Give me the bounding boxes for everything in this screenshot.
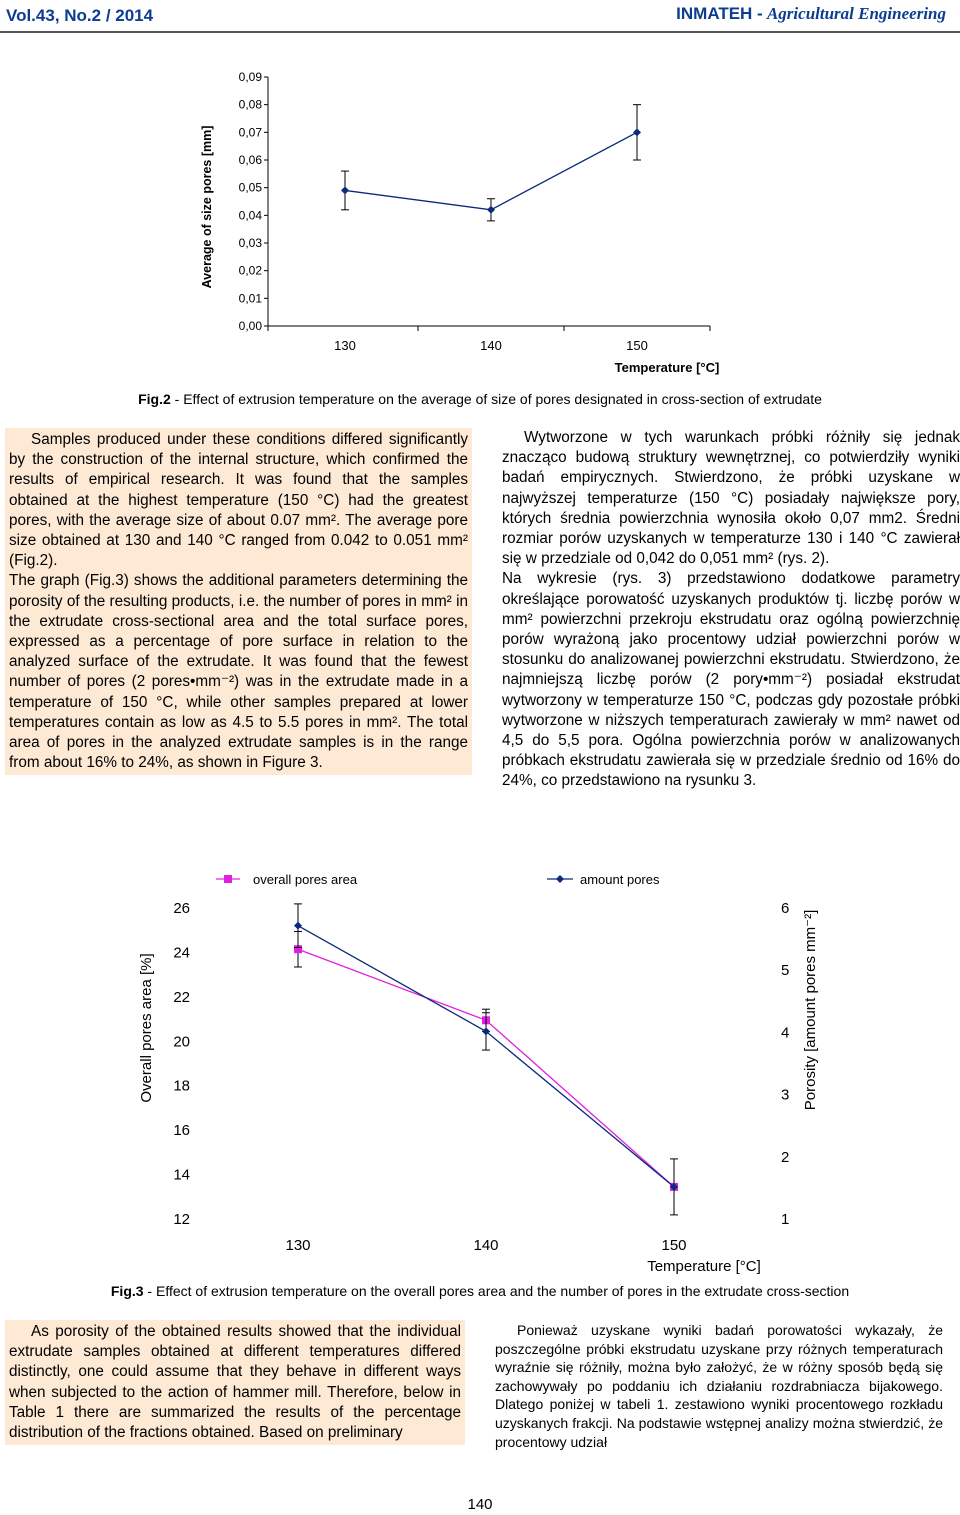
journal-name-agricultural: Agricultural Engineering bbox=[766, 4, 946, 23]
fig3-series-line-amount bbox=[298, 926, 674, 1187]
fig2-y-tick-label: 0,06 bbox=[238, 153, 262, 167]
fig2-caption bbox=[0, 391, 960, 407]
fig3-legend-marker-area bbox=[224, 875, 232, 883]
fig2-y-tick-label: 0,09 bbox=[238, 70, 262, 84]
fig3-right-tick-label: 2 bbox=[781, 1148, 790, 1166]
fig2-y-tick-label: 0,01 bbox=[238, 291, 262, 306]
fig3-x-tick-label: 150 bbox=[661, 1237, 687, 1254]
para2-polish bbox=[495, 1321, 943, 1451]
fig2-x-tick-label: 140 bbox=[480, 338, 502, 353]
fig3-legend-marker-amount bbox=[556, 875, 564, 883]
fig2-x-tick-label: 130 bbox=[334, 338, 356, 353]
fig3-left-tick-label: 26 bbox=[173, 900, 190, 917]
fig3-caption-text: - Effect of extrusion temperature on the overall pores area and the number of pores in the extrudate cross-section bbox=[143, 1283, 850, 1299]
fig2-y-tick-label: 0,02 bbox=[238, 263, 262, 278]
fig3-left-axis-label: Overall pores area [%] bbox=[138, 953, 155, 1103]
para2-english bbox=[5, 1320, 465, 1445]
fig3-caption-label: Fig.3 bbox=[110, 1283, 144, 1299]
fig2-y-tick-label: 0,05 bbox=[238, 180, 262, 195]
fig2-caption-text: - Effect of extrusion temperature on the average of size of pores designated in cross-section of extrudate bbox=[170, 391, 822, 407]
fig3-left-tick-label: 22 bbox=[173, 988, 190, 1006]
fig3-x-tick-label: 140 bbox=[473, 1237, 499, 1254]
journal-volume: Vol.43, No.2 / 2014 bbox=[6, 6, 154, 25]
fig2-chart bbox=[0, 0, 960, 390]
fig3-x-axis-label: Temperature [°C] bbox=[647, 1258, 761, 1275]
para1-english bbox=[5, 428, 472, 775]
fig3-left-tick-label: 14 bbox=[173, 1166, 190, 1184]
page-number: 140 bbox=[467, 1496, 493, 1513]
fig2-y-tick-label: 0,03 bbox=[238, 236, 262, 250]
fig3-right-tick-label: 4 bbox=[781, 1024, 790, 1042]
para2-en-text: As porosity of the obtained results showed that the individual extrudate samples obtained at different temperatures differed distinctly, one could assume that they behave in different ways when subjected to the action of hammer mill. Therefore, below in Table 1 there are summarized the results of the percentage distribution of the fractions obtained. Based on preliminary bbox=[9, 1323, 461, 1442]
fig2-y-tick-label: 0,04 bbox=[238, 208, 262, 223]
fig2-y-axis-label: Average of size pores [mm] bbox=[200, 125, 214, 289]
fig2-x-axis-label: Temperature [°C] bbox=[614, 360, 720, 375]
fig2-y-tick-label: 0,08 bbox=[238, 97, 262, 112]
fig3-chart bbox=[0, 860, 960, 1280]
fig3-right-tick-label: 6 bbox=[781, 900, 790, 917]
fig2-y-tick-label: 0,00 bbox=[238, 319, 262, 333]
fig3-left-tick-label: 18 bbox=[173, 1077, 190, 1095]
fig3-left-tick-label: 16 bbox=[173, 1122, 190, 1140]
fig3-left-tick-label: 12 bbox=[173, 1211, 190, 1228]
fig3-right-tick-label: 1 bbox=[781, 1211, 790, 1228]
para2-pl-text: Ponieważ uzyskane wyniki badań porowatości wykazały, że poszczególne próbki ekstrudatu uzyskane przy różnych temperaturach wyraźnie się różniły, można było założyć, że w różny sposób będą się zachowywały po poddaniu ich działaniu rozdrabniacza bijakowego. Dlatego poniżej w tabeli 1. zestawiono wyniki procentowego rozkładu uzyskanych frakcji. Na podstawie wstępnej analizy można stwierdzić, że procentowy udział bbox=[495, 1322, 943, 1450]
fig2-data-point bbox=[633, 128, 641, 136]
fig2-series-line bbox=[345, 132, 637, 209]
fig3-x-tick-label: 130 bbox=[285, 1237, 311, 1254]
fig3-series-line-area bbox=[298, 949, 674, 1187]
fig3-left-tick-label: 20 bbox=[173, 1033, 190, 1051]
para1-pl-p1: Wytworzone w tych warunkach próbki różniły się jednak znacząco budową struktury wewnętrznej, co potwierdziły wyniki badań empirycznych. Stwierdzono, że próbki uzyskane w najwyższej temperaturze (150 °C) posiadały największe pory, których średnia powierzchnia wynosiła około 0,07 mm2. Średni rozmiar porów uzyskanych w temperaturze 130 i 140 °C zawierał się w przedziale od 0,042 do 0,051 mm² (rys. 2). bbox=[502, 429, 960, 568]
fig3-data-point-amount bbox=[294, 922, 302, 930]
para1-en-p2: The graph (Fig.3) shows the additional parameters determining the porosity of the resulting products, i.e. the number of pores in mm² in the extrudate cross-sectional area and the total surface pores, expressed as a percentage of pore surface in relation to the analyzed surface of the extrudate. It was found that the fewest number of pores (2 pores•mm⁻²) was in the extrudate made in a temperature of 150 °C, while other samples prepared at lower temperatures contain as low as 4.5 to 5.5 pores in mm². The total area of pores in the analyzed extrudate samples is in the range from about 16% to 24%, as shown in Figure 3. bbox=[9, 572, 468, 772]
fig3-left-tick-label: 24 bbox=[173, 944, 190, 962]
fig2-caption-label: Fig.2 bbox=[138, 391, 171, 407]
fig3-right-tick-label: 3 bbox=[781, 1086, 790, 1104]
fig2-data-point bbox=[341, 186, 349, 194]
para1-en-p1: Samples produced under these conditions differed significantly by the construction of the internal structure, which confirmed the results of empirical research. It was found that the samples obtained at the highest temperature (150 °C) had the greatest pores, with the average size of about 0.07 mm². The average pore size obtained at 130 and 140 °C ranged from 0.042 to 0.051 mm² (Fig.2). bbox=[9, 431, 468, 570]
fig3-legend-label-amount: amount pores bbox=[580, 872, 660, 887]
fig3-legend-label-area: overall pores area bbox=[253, 872, 358, 887]
fig3-right-axis-label: Porosity [amount pores mm⁻²] bbox=[802, 909, 819, 1111]
fig2-y-tick-label: 0,07 bbox=[238, 125, 262, 140]
fig2-data-point bbox=[487, 206, 495, 214]
fig3-right-tick-label: 5 bbox=[781, 962, 790, 980]
journal-name-inmateh: INMATEH - bbox=[676, 4, 763, 23]
fig3-caption bbox=[0, 1283, 960, 1299]
para1-polish bbox=[502, 428, 960, 792]
fig2-x-tick-label: 150 bbox=[626, 338, 648, 353]
para1-pl-p2: Na wykresie (rys. 3) przedstawiono dodatkowe parametry określające porowatość uzyskanych produktów tj. liczbę porów w mm² powierzchni przekroju ekstrudatu oraz ogólną powierzchnię porów wyrażoną jako procentowy udział powierzchni porów w stosunku do analizowanej powierzchni ekstrudatu. Stwierdzono, że najmniejszą liczbę porów (2 pory•mm⁻²) posiadał ekstrudat wytworzony w temperaturze 150 °C, podczas gdy pozostałe próbki wytworzone w niższych temperaturach zawierały w mm² nawet od 4,5 do 5,5 pora. Ogólna powierzchnia porów w analizowanych próbkach ekstrudatu zawierała się w przedziale średnio od 16% do 24%, co przedstawiono na rysunku 3. bbox=[502, 570, 960, 790]
